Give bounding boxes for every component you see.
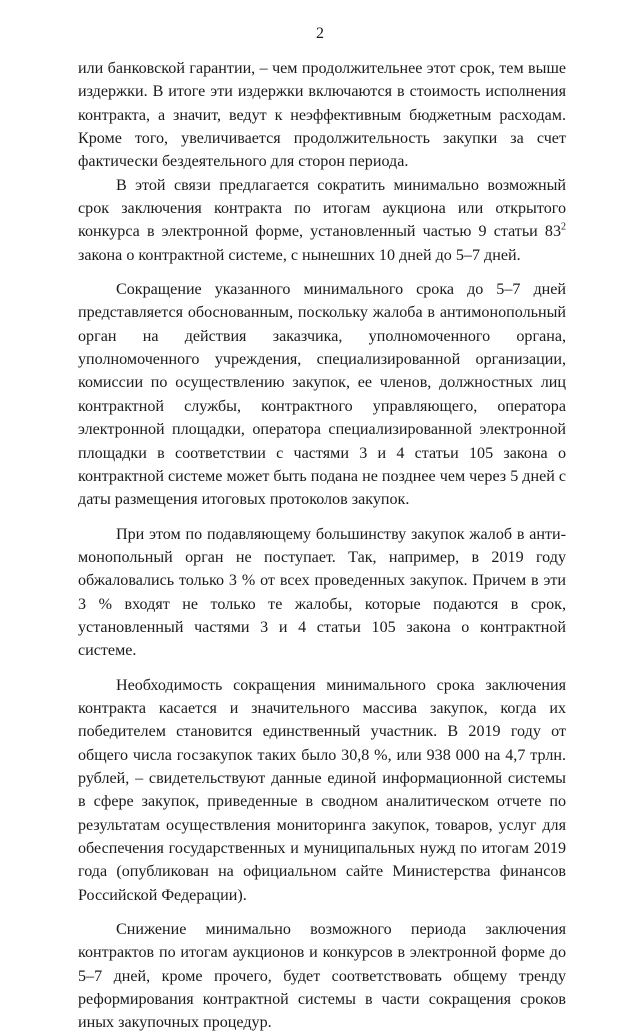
document-body: [78, 57, 566, 1035]
paragraph-2-superscript: 2: [561, 222, 566, 234]
paragraph-2: [78, 174, 566, 267]
paragraph-3: Сокращение указанного минимального срока до 5–7 дней представляется обоснованным, поскольку жалоба в антимонопольный орган на действия заказчика, уполномоченного органа, уполномоченного учреждения, специализированной организации, комиссии по осуществлению закупок, ее членов, должностных лиц контрактной службы, контрактного управляющего, оператора электронной площадки, оператора специализированной электронной площадки в соответствии с частями 3 и 4 статьи 105 закона о контрактной системе может быть подана не позднее чем через 5 дней с даты размещения итоговых протоколов закупок.: [78, 281, 566, 509]
paragraph-2-text-start: В этой связи предлагается сократить минимально возможный срок заключения контракта по итогам аукциона или открытого конкурса в электронной форме, установленный частью 9 статьи 83: [78, 176, 566, 241]
paragraph-5: Необходимость сокращения минимального срока заключения контракта касается и значительного массива закупок, когда их победителем становится единственный участник. В 2019 году от общего числа госзакупок таких было 30,8 %, или 938 000 на 4,7 трлн. рублей, – свидетельствуют данные единой информационной системы в сфере закупок, приведенные в сводном аналитическом отчете по результатам осуществления мониторинга закупок, товаров, услуг для обеспечения государственных и муниципальных нужд по итогам 2019 года (опубликован на официальном сайте Министерства финансов Российской Федерации).: [78, 676, 566, 904]
paragraph-2-text-end: закона о контрактной системе, с нынешних 10 дней до 5–7 дней.: [78, 246, 521, 264]
page-number: 2: [316, 25, 324, 42]
paragraph-4: При этом по подавляющему большинству закупок жалоб в антимонопольный орган не поступает. Так, например, в 2019 году обжаловались только 3 % от всех проведенных закупок. Причем в эти 3 % входят не только те жалобы, которые подаются в срок, установленный частями 3 и 4 статьи 105 закона о контрактной системе.: [78, 525, 566, 660]
paragraph-6: Снижение минимально возможного периода заключения контрактов по итогам аукционов и конкурсов в электронной форме до 5–7 дней, кроме прочего, будет соответствовать общему тренду реформирования контрактной системы в части сокращения сроков иных закупочных процедур.: [78, 921, 566, 1032]
paragraph-1: или банковской гарантии, – чем продолжительнее этот срок, тем выше издержки. В итоге эти издержки включаются в стоимость исполнения контракта, а значит, ведут к неэффективным бюджетным расходам. Кроме того, увеличивается продолжительность закупки за счет фактически бездеятельного для сторон периода.: [78, 60, 566, 171]
